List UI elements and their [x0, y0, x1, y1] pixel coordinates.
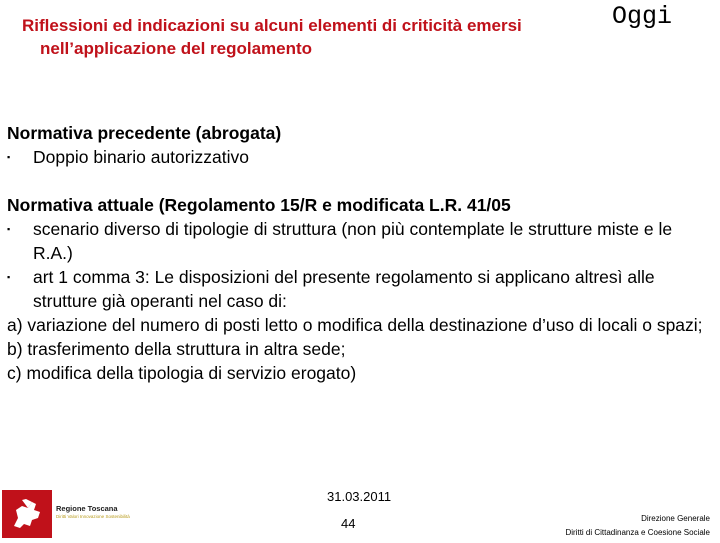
section-heading-previous: Normativa precedente (abrogata): [7, 123, 282, 143]
dept-line2: Diritti di Cittadinanza e Coesione Sociale: [565, 528, 710, 537]
org-tagline: Diritti Valori Innovazione Sostenibilità: [56, 514, 130, 519]
department-label: [565, 512, 710, 540]
org-name: Regione Toscana: [56, 504, 118, 513]
bullet-square-icon: ▪: [7, 272, 11, 282]
section-heading-current: Normativa attuale (Regolamento 15/R e modificata L.R. 41/05: [7, 195, 511, 215]
bullet-item: [7, 145, 712, 169]
dept-line1: Direzione Generale: [641, 514, 710, 523]
slide-title-line1: Riflessioni ed indicazioni su alcuni elementi di criticità emersi: [22, 16, 522, 35]
bullet-square-icon: ▪: [7, 224, 11, 234]
bullet-item: [7, 217, 712, 265]
slide-title: [22, 14, 612, 60]
slide-date: 31.03.2011: [327, 489, 392, 504]
bullet-item: [7, 265, 712, 313]
page-number: 44: [341, 516, 356, 531]
bullet-text: scenario diverso di tipologie di struttura (non più contemplate le strutture miste e le R.A.): [33, 219, 673, 263]
slide-body: [7, 121, 712, 385]
list-item-c: c) modifica della tipologia di servizio erogato): [7, 363, 357, 383]
list-item-a: a) variazione del numero di posti letto o modifica della destinazione d’uso di locali o spazi;: [7, 315, 703, 335]
list-item-b: b) trasferimento della struttura in altra sede;: [7, 339, 346, 359]
corner-label: Oggi: [612, 2, 673, 31]
regione-toscana-logo: [2, 490, 152, 538]
bullet-text: art 1 comma 3: Le disposizioni del presente regolamento si applicano altresì alle strutture già operanti nel caso di:: [33, 267, 655, 311]
pegasus-icon: [2, 490, 52, 538]
bullet-text: Doppio binario autorizzativo: [33, 147, 249, 167]
slide-title-line2: nell’applicazione del regolamento: [40, 39, 313, 58]
bullet-square-icon: ▪: [7, 152, 11, 162]
